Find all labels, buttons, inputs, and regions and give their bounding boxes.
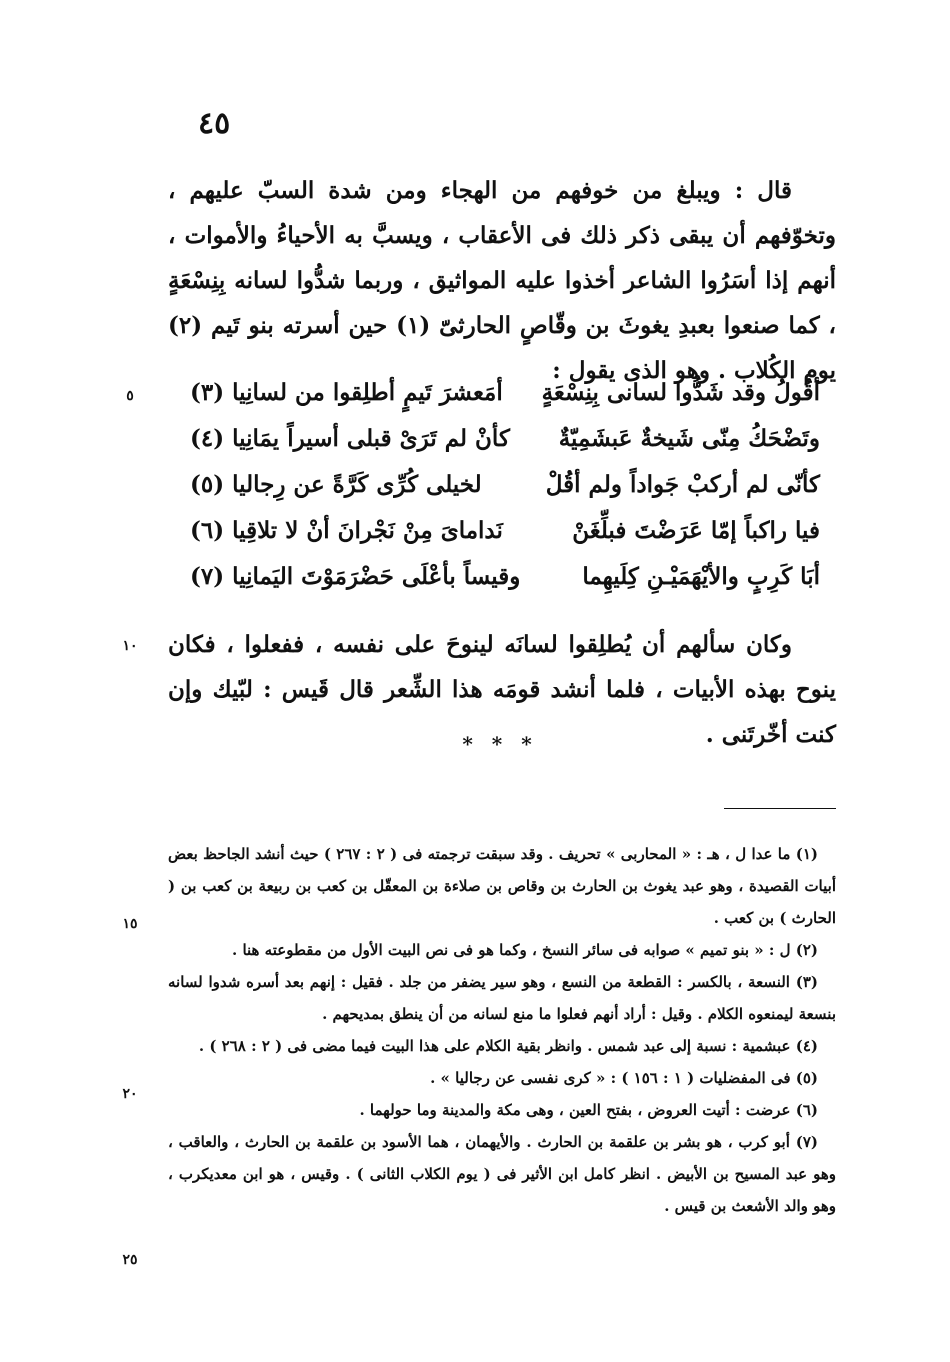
- footnote-3: (٣) النسعة ، بالكسر : القطعة من النسع ، وهو سير يضفر من جلد . فقيل : إنهم بعد أسره شدوا لسانه بنسعة ليمنعوه الكلام . وقيل : أراد أنهم فعلوا ما منع لسانه من أن ينطق بمديحهم .: [168, 973, 836, 1023]
- footnote-5: (٥) فى المفضليات ( ١ : ١٥٦ ) : « كرى نفسى عن رجاليا » .: [430, 1069, 818, 1087]
- paragraph-2: وكان سألهم أن يُطلِقوا لسانَه لينوحَ على نفسه ، ففعلوا ، فكان ينوح بهذه الأبيات ، فلما أنشد قومَه هذا الشِّعر قال قَيس : لبّيك وإن كنت أخّرتَنى .: [168, 631, 836, 748]
- line-number: ٢٥: [122, 1252, 138, 1268]
- poem-verse: [190, 416, 820, 462]
- hemistich-second: لخيلى كُرِّى كَرَّةً عن رِجاليا (٥): [190, 471, 482, 498]
- hemistich-first: فيا راكباً إمّا عَرَضْتَ فبلِّغَنْ: [572, 517, 820, 544]
- line-number: ٥: [126, 388, 134, 404]
- footnotes: [168, 838, 836, 1222]
- poem-verse: [190, 508, 820, 554]
- hemistich-first: وتَضْحَكُ مِنّى شَيخةٌ عَبشَمِيّةٌ: [558, 425, 820, 452]
- hemistich-first: أبَا كَرِبٍ والأيْهَمَيْـنِ كِلَيهِما: [582, 563, 820, 590]
- poem-verse: [190, 462, 820, 508]
- page-number: ٤٥: [198, 106, 231, 141]
- poem-verse: [190, 370, 820, 416]
- hemistich-second: كأنْ لم تَرَىْ قبلى أسيراً يمَانِيا (٤): [190, 425, 510, 452]
- footnote-7: (٧) أبو كرب ، هو بشر بن علقمة بن الحارث . والأيهمان ، هما الأسود بن علقمة بن الحارث ، والعاقب ، وهو عبد المسيح بن الأبيض . انظر كامل ابن الأثير فى ( يوم الكلاب الثانى ) . وقيس ، هو ابن معديكرب ، وهو والد الأشعث بن قيس .: [168, 1133, 836, 1215]
- footnote-6: (٦) عرضت : أتيت العروض ، بفتح العين ، وهى مكة والمدينة وما حولهما .: [359, 1101, 818, 1119]
- hemistich-first: أقُولُ وقد شَدُّوا لسانى بِنِسْعَةٍ: [541, 379, 820, 406]
- footnote-1: (١) ما عدا ل ، هـ : « المحاربى » تحريف . وقد سبقت ترجمته فى ( ٢ : ٢٦٧ ) حيث أنشد الجاحظ بعض أبيات القصيدة ، وهو عبد يغوث بن الحارث بن وقاص بن صلاءة بن المعقّل بن كعب بن ربيعة بن كعب بن ( الحارث ) بن كعب .: [168, 845, 836, 927]
- footnote-separator: [724, 808, 836, 809]
- hemistich-first: كأنّى لم أركبْ جَواداً ولم أقُلْ: [545, 471, 820, 498]
- hemistich-second: أمَعشرَ تَيمٍ أطلِقوا من لسانِيا (٣): [190, 379, 503, 406]
- line-number: ١٠: [122, 638, 138, 654]
- paragraph-1: قال : ويبلغ من خوفهم من الهجاء ومن شدة السبّ عليهم ، وتخوّفهم أن يبقى ذكر ذلك فى الأعقاب ، ويسبَّ به الأحياءُ والأموات ، أنهم إذا أسَرُوا الشاعر أخذوا عليه المواثيق ، وربما شدُّوا لسانه بِنِسْعَةٍ ، كما صنعوا بعبدِ يغوثَ بن وقّاصٍ الحارثىّ (١) حين أسرته بنو تَيم (٢) يوم الكُلاب . وهو الذى يقول :: [168, 177, 836, 384]
- poem: [190, 370, 820, 600]
- footnote-4: (٤) عبشمية : نسبة إلى عبد شمس . وانظر بقية الكلام على هذا البيت فيما مضى فى ( ٢ : ٢٦٨ ) .: [198, 1037, 818, 1055]
- hemistich-second: وقيساً بأعْلَى حَضْرَمَوْتَ اليَمانِيا (٧): [190, 563, 521, 590]
- poem-verse: [190, 554, 820, 600]
- hemistich-second: نَداماىَ مِنْ نَجْرانَ أنْ لا تلاقِيا (٦): [190, 517, 503, 544]
- line-number: ١٥: [122, 916, 138, 932]
- section-divider: * * *: [462, 732, 538, 756]
- line-number: ٢٠: [122, 1086, 138, 1102]
- main-paragraph: [168, 168, 836, 393]
- footnote-2: (٢) ل : « بنو تميم » صوابه فى سائر النسخ ، وكما هو فى نص البيت الأول من مقطوعته هنا .: [232, 941, 818, 959]
